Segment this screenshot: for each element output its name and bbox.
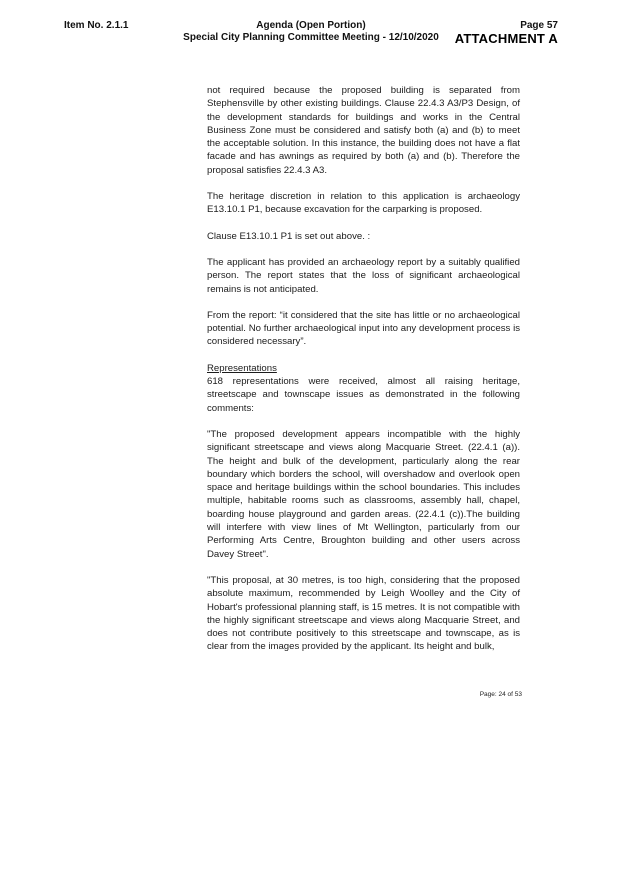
attachment-label: ATTACHMENT A <box>454 31 558 46</box>
paragraph-report-quote: From the report: “it considered that the site has little or no archaeological potential. No further archaeological input into any development process is considered necessary”. <box>207 309 520 348</box>
page-footer: Page: 24 of 53 <box>479 691 522 698</box>
item-number: Item No. 2.1.1 <box>64 20 129 31</box>
meeting-title: Special City Planning Committee Meeting - 12/10/2020 <box>183 32 439 43</box>
paragraph-heritage-discretion: The heritage discretion in relation to this application is archaeology E13.10.1 P1, because excavation for the carparking is proposed. <box>207 191 520 216</box>
document-body <box>207 84 520 667</box>
representations-heading: Representations <box>207 362 277 374</box>
agenda-header <box>170 20 452 44</box>
paragraph-archaeology-report: The applicant has provided an archaeology report by a suitably qualified person. The report states that the loss of significant archaeological remains is not anticipated. <box>207 256 520 295</box>
paragraph-representation-school: "The proposed development appears incompatible with the highly significant streetscape and views along Macquarie Street. (22.4.1 (a)). The height and bulk of the development, particularly along the rear boundary which borders the school, will overshadow and overlook open space and heritage buildings within the school boundaries. This includes multiple, habitable rooms such as classrooms, assembly hall, chapel, boarding house playground and garden areas. (22.4.1 (c)).The building will interfere with view lines of Mt Wellington, particularly from our Performing Arts Centre, Broughton building and other users across Davey Street". <box>207 428 520 560</box>
agenda-title: Agenda (Open Portion) <box>256 20 366 31</box>
page-number: Page 57 <box>520 20 558 31</box>
paragraph-clause-reference: Clause E13.10.1 P1 is set out above. : <box>207 230 371 242</box>
paragraph-representation-height: "This proposal, at 30 metres, is too high, considering that the proposed absolute maximum, recommended by Leigh Woolley and the City of Hobart's professional planning staff, is 15 metres. It is not compatible with the highly significant streetscape and views along Macquarie Street, and does not contribute positively to this streetscape and townscape, as is clear from the images provided by the applicant. Its height and bulk, <box>207 574 520 653</box>
paragraph-design-clause: not required because the proposed building is separated from Stephensville by other existing buildings. Clause 22.4.3 A3/P3 Design, of the development standards for buildings and works in the Central Business Zone must be considered and satisfy both (a) and (b) to meet the acceptable solution. In this instance, the building does not have a flat facade and has awnings as required by both (a) and (b). Therefore the proposal satisfies 22.4.3 A3. <box>207 85 520 176</box>
paragraph-representations-count: 618 representations were received, almost all raising heritage, streetscape and townscape issues as demonstrated in the following comments: <box>207 376 520 414</box>
